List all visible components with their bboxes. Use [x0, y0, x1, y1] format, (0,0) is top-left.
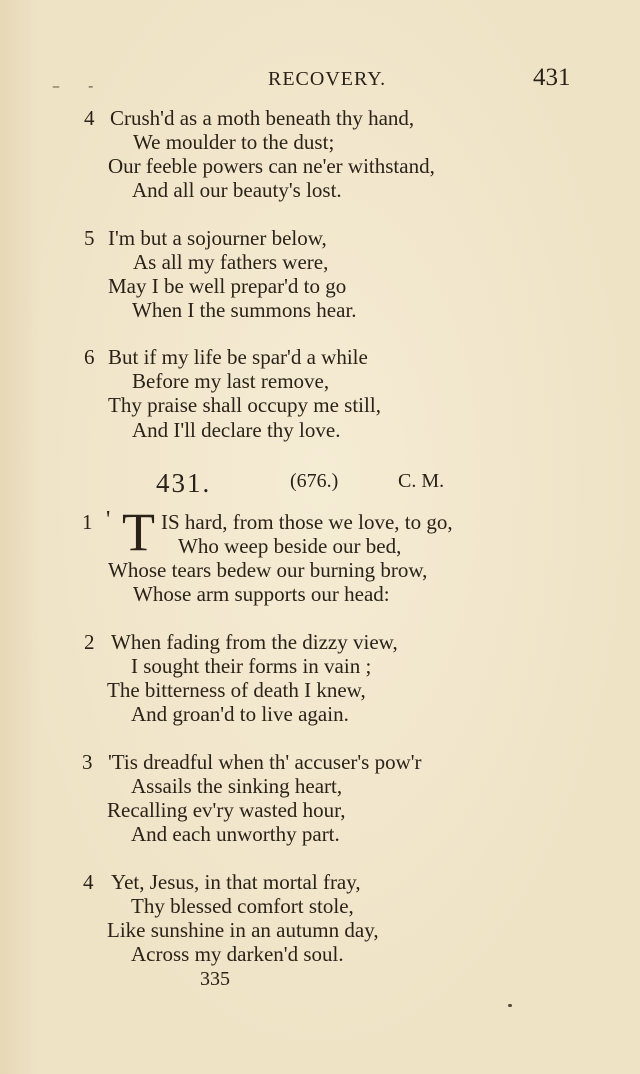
verse-line: Whose tears bedew our burning brow, [108, 558, 428, 582]
hymn-reference: (676.) [290, 470, 339, 492]
verse-number: 1 [82, 510, 93, 534]
verse-line: Who weep beside our bed, [178, 534, 402, 558]
page-number-bottom: 335 [200, 968, 230, 990]
verse-line: Across my darken'd soul. [131, 942, 344, 966]
verse-line: May I be well prepar'd to go [108, 274, 347, 298]
verse-line: Our feeble powers can ne'er withstand, [108, 154, 435, 178]
verse-line: Crush'd as a moth beneath thy hand, [110, 106, 415, 130]
verse-line: Before my last remove, [132, 369, 330, 393]
hymn-meter: C. M. [398, 470, 445, 492]
drop-cap: T [122, 502, 155, 562]
verse-line: The bitterness of death I knew, [107, 678, 366, 702]
verse-line: And I'll declare thy love. [132, 418, 341, 442]
margin-dash: - [88, 76, 94, 95]
margin-dash: – [52, 76, 60, 95]
verse-number: 2 [84, 630, 95, 654]
verse-line: And groan'd to live again. [131, 702, 349, 726]
verse-line: I sought their forms in vain ; [131, 654, 372, 678]
verse-number: 5 [84, 226, 95, 250]
running-head: RECOVERY. [268, 68, 387, 90]
opening-quote: ' [106, 507, 111, 533]
verse-line: As all my fathers were, [133, 250, 329, 274]
verse-line: And each unworthy part. [131, 822, 340, 846]
verse-line: Assails the sinking heart, [131, 774, 343, 798]
verse-line: Thy praise shall occupy me still, [108, 393, 381, 417]
verse-line: IS hard, from those we love, to go, [161, 510, 453, 534]
page-number-top: 431 [533, 64, 571, 91]
verse-number: 4 [84, 106, 95, 130]
verse-number: 6 [84, 345, 95, 369]
verse-line: When fading from the dizzy view, [111, 630, 398, 654]
hymn-number: 431. [156, 468, 212, 498]
verse-number: 3 [82, 750, 93, 774]
verse-line: Whose arm supports our head: [133, 582, 390, 606]
verse-line: But if my life be spar'd a while [108, 345, 368, 369]
verse-line: Yet, Jesus, in that mortal fray, [111, 870, 361, 894]
verse-line: Like sunshine in an autumn day, [107, 918, 379, 942]
verse-number: 4 [83, 870, 94, 894]
ink-speck [508, 1004, 512, 1007]
verse-line: Recalling ev'ry wasted hour, [107, 798, 346, 822]
verse-line: And all our beauty's lost. [132, 178, 342, 202]
verse-line: When I the summons hear. [132, 298, 357, 322]
verse-line: 'Tis dreadful when th' accuser's pow'r [108, 750, 422, 774]
verse-line: I'm but a sojourner below, [108, 226, 327, 250]
verse-line: Thy blessed comfort stole, [131, 894, 354, 918]
verse-line: We moulder to the dust; [133, 130, 335, 154]
